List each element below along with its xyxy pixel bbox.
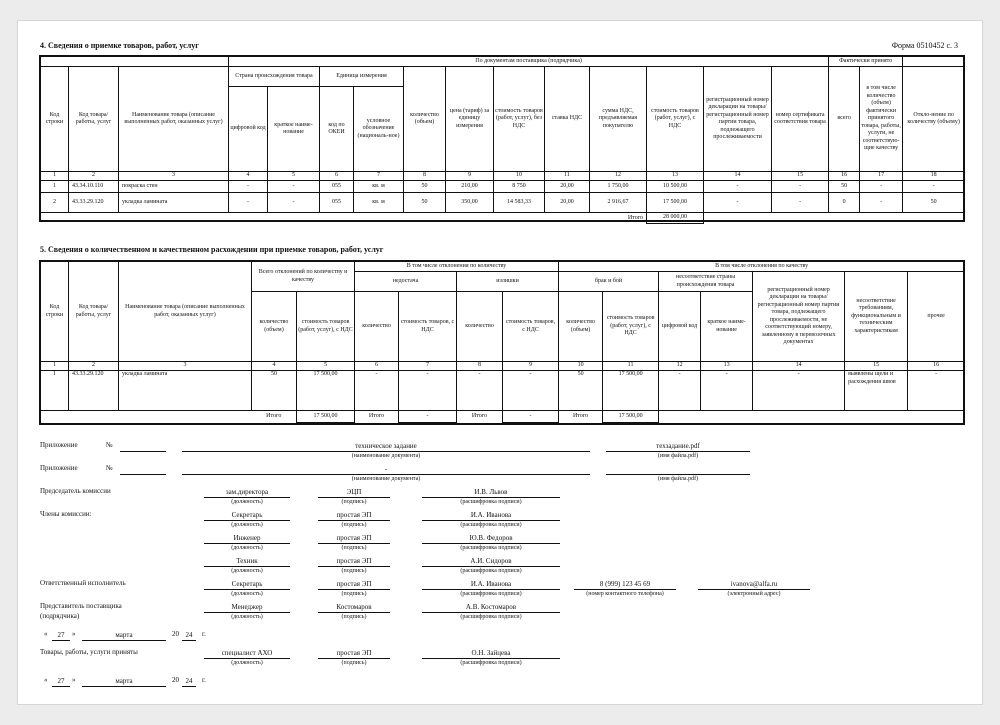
supplier-label-2: (подрядчика) [40,612,80,620]
accepted-signature: простая ЭП [318,648,390,659]
caption-position: (должность) [231,568,263,574]
table-cell: 14 583,33 [494,193,545,213]
hdr-qty: количество (объем) [404,67,446,172]
caption-signature: (подпись) [341,614,367,620]
table-cell: 50 [903,193,965,213]
date2-quote-close: » [72,676,76,684]
date1-quote-open: « [44,630,48,638]
totals-cost-5: 17 500,00 [297,411,355,423]
column-number: 18 [903,172,965,181]
hdr5-digital-code: цифровой код [659,292,701,362]
hdr-cost-vat: стоимость товаров (работ, услуг), с НДС [647,67,704,172]
table-cell: 17 500,00 [647,193,704,213]
table-cell: - [701,371,753,411]
totals-cost-9: - [503,411,559,423]
attachment-2-number [120,464,166,475]
member-2-name: Ю.В. Федоров [422,533,560,544]
table-cell: - [229,181,268,193]
hdr5-surplus-qty: количество [457,292,503,362]
supplier-position: Менеджер [204,602,290,613]
column-number: 1 [41,362,69,371]
hdr-total: всего [829,67,860,172]
caption-signature: (подпись) [341,499,367,505]
member-1-name: И.А. Иванова [422,510,560,521]
column-number: 6 [355,362,399,371]
hdr-okei: код по ОКЕИ [320,87,354,172]
column-number: 6 [320,172,354,181]
table-cell: - [772,181,829,193]
hdr5-shortage-qty: количество [355,292,399,362]
date2-year-prefix: 20 [172,676,179,684]
hdr-vat-sum: сумма НДС, предъявляемая покупателю [590,67,647,172]
hdr5-surplus: излишки [457,272,559,292]
column-number: 3 [119,362,252,371]
caption-email: (электронный адрес) [727,591,781,597]
column-number: 4 [229,172,268,181]
hdr-country: Страна происхождения товара [229,67,320,87]
hdr-code-row: Код строки [41,67,69,172]
table-row [41,371,965,411]
caption-decode: (расшифровка подписи) [460,499,522,505]
chair-name: И.В. Львов [422,487,560,498]
table-cell: 10 500,00 [647,181,704,193]
hdr-code-goods: Код товара/ работы, услуг [69,67,119,172]
attachment-1-number [120,441,166,452]
table-cell: - [704,193,772,213]
member-1-position: Секретарь [204,510,290,521]
table-cell: 50 [252,371,297,411]
column-number: 4 [252,362,297,371]
column-number: 12 [590,172,647,181]
hdr5-by-qty: В том числе отклонения по количеству [355,262,559,272]
column-number: 5 [297,362,355,371]
table-cell: кв. м [354,181,404,193]
hdr5-qty: количество (объем) [252,292,297,362]
hdr-reg-number: регистрационный номер декларации на товары/ регистрационный номер партии товара, подлежащего прослеживаемости [704,67,772,172]
caption-decode: (расшифровка подписи) [460,545,522,551]
hdr-incl-quality: в том числе количество (объем) фактически принятого товара, работы, услуги, не соответствую-щие качеству [860,67,903,172]
table-cell: 50 [829,181,860,193]
column-number: 3 [119,172,229,181]
hdr5-short-name: краткое наиме-нование [701,292,753,362]
attachment-2-label: Приложение [40,464,78,472]
hdr5-cost-vat: стоимость товаров (работ, услуг), с НДС [297,292,355,362]
column-number: 14 [704,172,772,181]
column-number: 15 [772,172,829,181]
chair-position: зам.директора [204,487,290,498]
totals-label-4: Итого [572,413,589,419]
hdr5-shortage: недостача [355,272,457,292]
hdr-vat-rate: ставка НДС [545,67,590,172]
table-cell: - [399,371,457,411]
column-number: 8 [404,172,446,181]
table-cell: 0 [829,193,860,213]
table-cell: 350,00 [446,193,494,213]
attachment-1-doc-caption: (наименование документа) [351,453,421,459]
member-2-position: Инженер [204,533,290,544]
column-number: 11 [545,172,590,181]
caption-signature: (подпись) [341,660,367,666]
table-cell: - [457,371,503,411]
hdr-unit-symbol: условное обозначение (нациoналь-ное) [354,87,404,172]
hdr5-reg-number: регистрационный номер декларации на товары/ регистрационный номер партии товара, подлежащего прослеживаемости, не соответствующий номеру, заявленному в перевозочных документах [753,272,845,362]
hdr5-by-quality: В том числе отклонения по качеству [559,262,965,272]
hdr5-tech-req: несоответствие требованиям, функциональным и техническим характеристикам [845,272,908,362]
executor-signature: простая ЭП [318,579,390,590]
form-number: Форма 0510452 с. 3 [891,41,958,50]
caption-position: (должность) [231,614,263,620]
table-cell: - [772,193,829,213]
table-cell: 055 [320,193,354,213]
table-row [41,181,965,193]
date1-quote-close: » [72,630,76,638]
caption-position: (должность) [231,545,263,551]
executor-name: И.А. Иванова [422,579,560,590]
hdr5-other: прочее [908,272,965,362]
date1-year: 24 [182,630,196,641]
column-number: 16 [829,172,860,181]
table-cell: 055 [320,181,354,193]
totals-label-1: Итого [266,413,282,419]
caption-signature: (подпись) [341,545,367,551]
supplier-name: А.В. Костомаров [422,602,560,613]
attachment-2-doc: - [182,464,590,475]
attachment-2-file-caption: (имя файла.pdf) [657,476,699,482]
members-label: Члены комиссии: [40,510,92,518]
table-cell: - [268,193,320,213]
table-row [41,193,965,213]
table-cell: укладка ламината [119,193,229,213]
column-number: 2 [69,362,119,371]
column-number: 9 [446,172,494,181]
hdr5-defect: брак и бой [559,272,659,292]
hdr5-code-row: Код строки [41,262,69,362]
member-3-signature: простая ЭП [318,556,390,567]
column-number: 13 [701,362,753,371]
caption-decode: (расшифровка подписи) [460,568,522,574]
table-cell: 20,00 [545,193,590,213]
caption-decode: (расшифровка подписи) [460,591,522,597]
table-cell: 17 500,00 [603,371,659,411]
table-cell: - [355,371,399,411]
hdr-actually-accepted: Фактически принято [829,57,903,67]
table-cell: 43.33.29.120 [69,193,119,213]
caption-signature: (подпись) [341,591,367,597]
member-1-signature: простая ЭП [318,510,390,521]
caption-signature: (подпись) [341,522,367,528]
hdr-goods-name: Наименование товара (описание выполненных работ, оказанных услуг) [119,67,229,172]
hdr5-shortage-cost: стоимость товаров, с НДС [399,292,457,362]
table-cell: - [903,181,965,193]
column-number: 8 [457,362,503,371]
date1-month: марта [82,630,166,641]
date1-day: 27 [52,630,70,641]
hdr5-all-deviations: Всего отклонений по количеству и качеству [252,262,355,292]
table-cell: покраска стен [119,181,229,193]
date2-year: 24 [182,676,196,687]
attachment-2-num-sign: № [106,464,113,472]
table-cell: выявлены щели и расхождения швов [845,371,908,411]
executor-email: ivanova@alfa.ru [698,579,810,590]
table-cell: - [753,371,845,411]
hdr-cost-no-vat: стоимость товаров (работ, услуг), без НДС [494,67,545,172]
executor-label: Ответственный исполнитель [40,579,126,587]
chair-signature: ЭЦП [318,487,390,498]
date2-quote-open: « [44,676,48,684]
caption-signature: (подпись) [341,568,367,574]
totals-label-2: Итого [368,413,385,419]
total-value: 28 000,00 [647,213,704,224]
table-cell: 43.33.29.120 [69,371,119,411]
section4-title: 4. Сведения о приемке товаров, работ, услуг [40,41,199,50]
caption-position: (должность) [231,499,263,505]
attachment-1-num-sign: № [106,441,113,449]
caption-position: (должность) [231,591,263,597]
hdr5-country-mismatch: несоответствие страны происхождения товара [659,272,753,292]
totals-cost-11: 17 500,00 [603,411,659,423]
attachment-1-file-caption: (имя файла.pdf) [657,453,699,459]
table-cell: - [229,193,268,213]
table-cell: - [659,371,701,411]
totals-label-3: Итого [471,413,488,419]
table-cell: 2 916,67 [590,193,647,213]
column-number: 10 [559,362,603,371]
column-numbers-row [41,172,965,181]
document-page [17,20,983,705]
table-cell: 2 [41,193,69,213]
hdr-cert: номер сертификата соответствия товара [772,67,829,172]
column-number: 5 [268,172,320,181]
attachment-1-doc: техническое задание [182,441,590,452]
table-cell: - [860,193,903,213]
executor-phone: 8 (999) 123 45 69 [574,579,676,590]
hdr-country-short: краткое наиме-нование [268,87,320,172]
caption-decode: (расшифровка подписи) [460,522,522,528]
attachment-1-file: техзадание.pdf [606,441,750,452]
date1-suffix: г. [202,630,206,638]
caption-position: (должность) [231,660,263,666]
column-numbers-row [41,362,965,371]
caption-phone: (номер контактного телефона) [586,591,664,597]
column-number: 7 [354,172,404,181]
column-number: 12 [659,362,701,371]
table-cell: кв. м [354,193,404,213]
hdr-price: цена (тариф) за единицу измерения [446,67,494,172]
table-cell: - [268,181,320,193]
table-cell: 8 750 [494,181,545,193]
column-number: 14 [753,362,845,371]
supplier-label: Представитель поставщика [40,602,122,610]
table-cell: 50 [404,181,446,193]
hdr-by-docs: По документам поставщика (подрядчика) [229,57,829,67]
column-number: 7 [399,362,457,371]
section5-title: 5. Сведения о количественном и качественном расхождении при приемке товаров, работ, услуг [40,245,384,254]
executor-position: Секретарь [204,579,290,590]
attachment-2-file [606,464,750,475]
caption-decode: (расшифровка подписи) [460,660,522,666]
column-number: 1 [41,172,69,181]
column-number: 10 [494,172,545,181]
date2-suffix: г. [202,676,206,684]
hdr5-goods-name: Наименование товара (описание выполненных работ, оказанных услуг) [119,262,252,362]
table-cell: 43.34.10.110 [69,181,119,193]
hdr5-defect-cost: стоимость товаров (работ, услуг), с НДС [603,292,659,362]
date2-month: марта [82,676,166,687]
table-cell: 20,00 [545,181,590,193]
column-number: 15 [845,362,908,371]
hdr5-surplus-cost: стоимость товаров, с НДС [503,292,559,362]
date2-day: 27 [52,676,70,687]
column-number: 11 [603,362,659,371]
hdr-country-code: цифровой код [229,87,268,172]
table-cell: 50 [404,193,446,213]
supplier-signature: Костомаров [318,602,390,613]
hdr-unit: Единица измерения [320,67,404,87]
table-cell: 17 500,00 [297,371,355,411]
totals-cost-7: - [399,411,457,423]
chair-label: Председатель комиссии [40,487,111,495]
section4-table [40,56,965,224]
hdr5-defect-qty: количество (объем) [559,292,603,362]
table-cell: 1 [41,181,69,193]
table-cell: - [908,371,965,411]
column-number: 16 [908,362,965,371]
section5-table [40,261,965,423]
attachment-2-doc-caption: (наименование документа) [351,476,421,482]
table-cell: - [704,181,772,193]
caption-decode: (расшифровка подписи) [460,614,522,620]
member-2-signature: простая ЭП [318,533,390,544]
table-cell: 1 [41,371,69,411]
column-number: 13 [647,172,704,181]
date1-year-prefix: 20 [172,630,179,638]
column-number: 9 [503,362,559,371]
accepted-position: специалист АХО [204,648,290,659]
table-cell: 1 750,00 [590,181,647,193]
attachment-1-label: Приложение [40,441,78,449]
caption-position: (должность) [231,522,263,528]
hdr-deviation: Откло-нение по количеству (объему) [903,67,965,172]
total-label: Итого [627,214,643,221]
member-3-name: А.И. Сидоров [422,556,560,567]
accepted-label: Товары, работы, услуги приняты [40,648,138,656]
table-cell: - [503,371,559,411]
table-cell: - [860,181,903,193]
hdr5-code-goods: Код товара/ работы, услуг [69,262,119,362]
table-cell: укладка ламината [119,371,252,411]
table-cell: 210,00 [446,181,494,193]
column-number: 17 [860,172,903,181]
accepted-name: О.Н. Зайцева [422,648,560,659]
table-cell: 50 [559,371,603,411]
column-number: 2 [69,172,119,181]
member-3-position: Техник [204,556,290,567]
